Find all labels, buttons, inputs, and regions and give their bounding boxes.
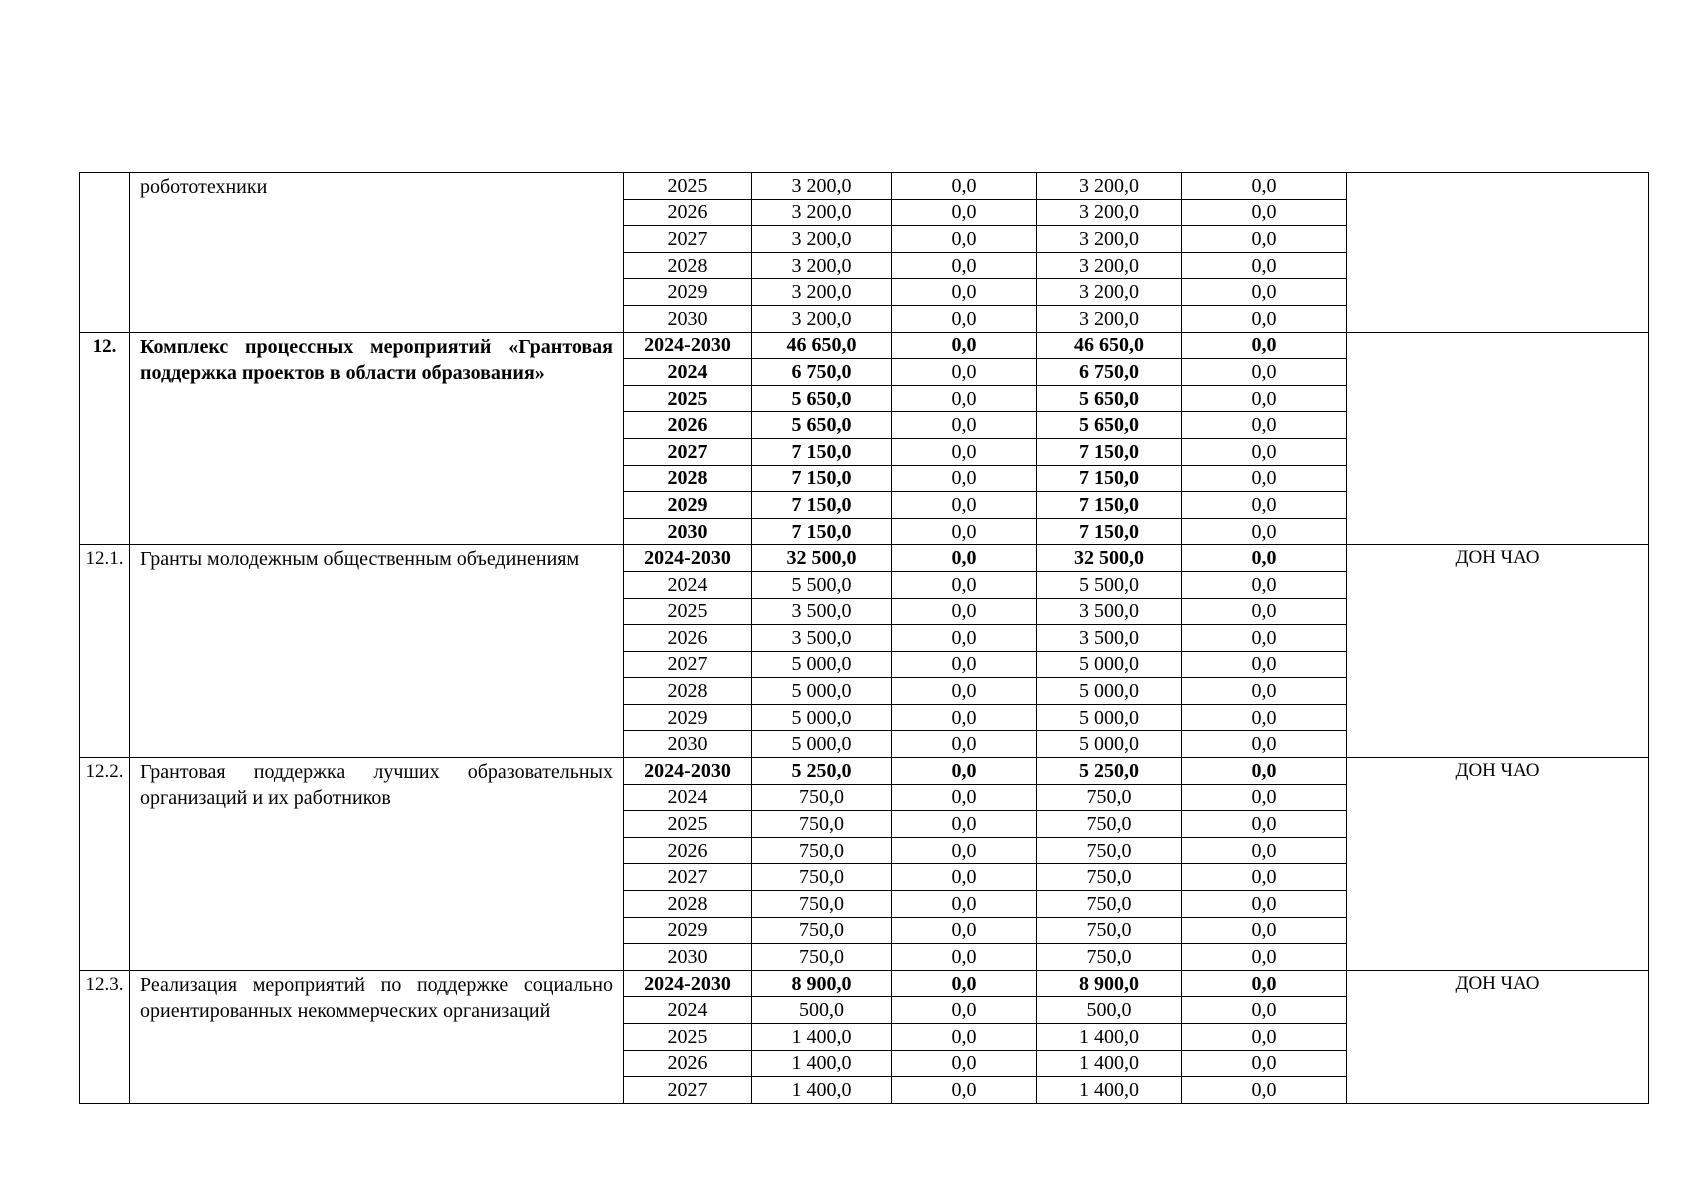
source-3-cell: 3 200,0	[1037, 173, 1182, 200]
period-cell: 2025	[624, 598, 752, 625]
period-cell: 2027	[624, 226, 752, 253]
source-4-cell: 0,0	[1182, 917, 1347, 944]
period-cell: 2028	[624, 465, 752, 492]
source-2-cell: 0,0	[892, 758, 1037, 785]
source-3-cell: 3 200,0	[1037, 305, 1182, 332]
total-amount-cell: 3 500,0	[752, 625, 892, 652]
total-amount-cell: 5 000,0	[752, 651, 892, 678]
source-3-cell: 750,0	[1037, 944, 1182, 971]
source-2-cell: 0,0	[892, 651, 1037, 678]
source-4-cell: 0,0	[1182, 279, 1347, 306]
total-amount-cell: 750,0	[752, 944, 892, 971]
source-3-cell: 3 200,0	[1037, 252, 1182, 279]
item-number-cell	[80, 173, 130, 333]
source-3-cell: 8 900,0	[1037, 970, 1182, 997]
total-amount-cell: 1 400,0	[752, 1024, 892, 1051]
item-name-cell: робототехники	[130, 173, 624, 333]
total-amount-cell: 3 200,0	[752, 199, 892, 226]
source-2-cell: 0,0	[892, 891, 1037, 918]
table-row	[80, 545, 1649, 572]
source-4-cell: 0,0	[1182, 438, 1347, 465]
total-amount-cell: 5 000,0	[752, 678, 892, 705]
source-3-cell: 5 650,0	[1037, 385, 1182, 412]
source-2-cell: 0,0	[892, 1077, 1037, 1104]
total-amount-cell: 32 500,0	[752, 545, 892, 572]
total-amount-cell: 8 900,0	[752, 970, 892, 997]
item-number-cell: 12.1.	[80, 545, 130, 758]
source-4-cell: 0,0	[1182, 731, 1347, 758]
source-2-cell: 0,0	[892, 332, 1037, 359]
source-2-cell: 0,0	[892, 837, 1037, 864]
source-4-cell: 0,0	[1182, 1077, 1347, 1104]
period-cell: 2027	[624, 438, 752, 465]
source-4-cell: 0,0	[1182, 385, 1347, 412]
source-4-cell: 0,0	[1182, 784, 1347, 811]
source-4-cell: 0,0	[1182, 545, 1347, 572]
source-4-cell: 0,0	[1182, 997, 1347, 1024]
table-row	[80, 970, 1649, 997]
item-number-cell: 12.2.	[80, 758, 130, 971]
period-cell: 2028	[624, 678, 752, 705]
source-2-cell: 0,0	[892, 731, 1037, 758]
source-4-cell: 0,0	[1182, 598, 1347, 625]
source-3-cell: 750,0	[1037, 837, 1182, 864]
table-row	[80, 758, 1649, 785]
source-4-cell: 0,0	[1182, 359, 1347, 386]
total-amount-cell: 3 200,0	[752, 305, 892, 332]
period-cell: 2024-2030	[624, 970, 752, 997]
source-3-cell: 6 750,0	[1037, 359, 1182, 386]
source-3-cell: 3 500,0	[1037, 625, 1182, 652]
total-amount-cell: 6 750,0	[752, 359, 892, 386]
source-3-cell: 3 500,0	[1037, 598, 1182, 625]
source-4-cell: 0,0	[1182, 1050, 1347, 1077]
source-3-cell: 7 150,0	[1037, 438, 1182, 465]
source-2-cell: 0,0	[892, 545, 1037, 572]
source-4-cell: 0,0	[1182, 492, 1347, 519]
source-3-cell: 5 250,0	[1037, 758, 1182, 785]
period-cell: 2025	[624, 811, 752, 838]
total-amount-cell: 7 150,0	[752, 438, 892, 465]
period-cell: 2030	[624, 944, 752, 971]
total-amount-cell: 3 200,0	[752, 226, 892, 253]
total-amount-cell: 46 650,0	[752, 332, 892, 359]
source-4-cell: 0,0	[1182, 252, 1347, 279]
total-amount-cell: 5 650,0	[752, 412, 892, 439]
total-amount-cell: 750,0	[752, 837, 892, 864]
source-3-cell: 750,0	[1037, 917, 1182, 944]
period-cell: 2024-2030	[624, 545, 752, 572]
source-4-cell: 0,0	[1182, 944, 1347, 971]
source-4-cell: 0,0	[1182, 173, 1347, 200]
source-3-cell: 46 650,0	[1037, 332, 1182, 359]
total-amount-cell: 5 500,0	[752, 571, 892, 598]
period-cell: 2026	[624, 625, 752, 652]
total-amount-cell: 750,0	[752, 784, 892, 811]
period-cell: 2029	[624, 492, 752, 519]
source-4-cell: 0,0	[1182, 811, 1347, 838]
source-2-cell: 0,0	[892, 252, 1037, 279]
source-2-cell: 0,0	[892, 279, 1037, 306]
period-cell: 2024	[624, 784, 752, 811]
source-2-cell: 0,0	[892, 1050, 1037, 1077]
total-amount-cell: 5 250,0	[752, 758, 892, 785]
source-3-cell: 3 200,0	[1037, 226, 1182, 253]
period-cell: 2030	[624, 518, 752, 545]
period-cell: 2024-2030	[624, 758, 752, 785]
period-cell: 2025	[624, 1024, 752, 1051]
total-amount-cell: 7 150,0	[752, 465, 892, 492]
period-cell: 2027	[624, 864, 752, 891]
table-row	[80, 173, 1649, 200]
source-2-cell: 0,0	[892, 518, 1037, 545]
source-4-cell: 0,0	[1182, 1024, 1347, 1051]
source-3-cell: 5 500,0	[1037, 571, 1182, 598]
period-cell: 2026	[624, 1050, 752, 1077]
total-amount-cell: 750,0	[752, 811, 892, 838]
source-3-cell: 1 400,0	[1037, 1050, 1182, 1077]
period-cell: 2026	[624, 837, 752, 864]
period-cell: 2029	[624, 279, 752, 306]
period-cell: 2030	[624, 731, 752, 758]
source-2-cell: 0,0	[892, 917, 1037, 944]
source-3-cell: 32 500,0	[1037, 545, 1182, 572]
source-2-cell: 0,0	[892, 571, 1037, 598]
table-body	[80, 173, 1649, 1104]
source-3-cell: 750,0	[1037, 891, 1182, 918]
source-4-cell: 0,0	[1182, 571, 1347, 598]
total-amount-cell: 5 000,0	[752, 704, 892, 731]
period-cell: 2024	[624, 359, 752, 386]
total-amount-cell: 3 200,0	[752, 173, 892, 200]
source-3-cell: 5 000,0	[1037, 678, 1182, 705]
total-amount-cell: 750,0	[752, 891, 892, 918]
period-cell: 2024	[624, 997, 752, 1024]
source-2-cell: 0,0	[892, 305, 1037, 332]
source-2-cell: 0,0	[892, 704, 1037, 731]
source-3-cell: 3 200,0	[1037, 199, 1182, 226]
source-2-cell: 0,0	[892, 359, 1037, 386]
source-2-cell: 0,0	[892, 492, 1037, 519]
source-4-cell: 0,0	[1182, 704, 1347, 731]
source-3-cell: 500,0	[1037, 997, 1182, 1024]
period-cell: 2024	[624, 571, 752, 598]
program-funding-table	[79, 172, 1649, 1104]
total-amount-cell: 3 500,0	[752, 598, 892, 625]
source-4-cell: 0,0	[1182, 226, 1347, 253]
source-4-cell: 0,0	[1182, 518, 1347, 545]
source-3-cell: 750,0	[1037, 864, 1182, 891]
total-amount-cell: 7 150,0	[752, 518, 892, 545]
responsible-executor-cell	[1347, 332, 1649, 545]
source-3-cell: 7 150,0	[1037, 465, 1182, 492]
period-cell: 2028	[624, 252, 752, 279]
period-cell: 2029	[624, 917, 752, 944]
responsible-executor-cell: ДОН ЧАО	[1347, 970, 1649, 1103]
source-4-cell: 0,0	[1182, 625, 1347, 652]
source-2-cell: 0,0	[892, 784, 1037, 811]
source-4-cell: 0,0	[1182, 758, 1347, 785]
item-number-cell: 12.	[80, 332, 130, 545]
source-4-cell: 0,0	[1182, 412, 1347, 439]
period-cell: 2029	[624, 704, 752, 731]
source-3-cell: 5 000,0	[1037, 704, 1182, 731]
responsible-executor-cell: ДОН ЧАО	[1347, 758, 1649, 971]
source-4-cell: 0,0	[1182, 891, 1347, 918]
source-2-cell: 0,0	[892, 412, 1037, 439]
source-3-cell: 1 400,0	[1037, 1024, 1182, 1051]
total-amount-cell: 500,0	[752, 997, 892, 1024]
item-name-cell: Реализация мероприятий по поддержке социально ориентированных некоммерческих организаций	[130, 970, 624, 1103]
source-4-cell: 0,0	[1182, 651, 1347, 678]
period-cell: 2028	[624, 891, 752, 918]
source-3-cell: 1 400,0	[1037, 1077, 1182, 1104]
period-cell: 2026	[624, 412, 752, 439]
source-3-cell: 750,0	[1037, 811, 1182, 838]
total-amount-cell: 3 200,0	[752, 252, 892, 279]
item-name-cell: Грантовая поддержка лучших образовательных организаций и их работников	[130, 758, 624, 971]
source-2-cell: 0,0	[892, 173, 1037, 200]
item-name-cell: Гранты молодежным общественным объединениям	[130, 545, 624, 758]
period-cell: 2030	[624, 305, 752, 332]
total-amount-cell: 1 400,0	[752, 1050, 892, 1077]
source-2-cell: 0,0	[892, 465, 1037, 492]
source-2-cell: 0,0	[892, 625, 1037, 652]
source-3-cell: 7 150,0	[1037, 518, 1182, 545]
source-2-cell: 0,0	[892, 678, 1037, 705]
source-4-cell: 0,0	[1182, 465, 1347, 492]
source-3-cell: 3 200,0	[1037, 279, 1182, 306]
total-amount-cell: 750,0	[752, 864, 892, 891]
source-4-cell: 0,0	[1182, 864, 1347, 891]
source-2-cell: 0,0	[892, 811, 1037, 838]
total-amount-cell: 1 400,0	[752, 1077, 892, 1104]
source-4-cell: 0,0	[1182, 332, 1347, 359]
total-amount-cell: 7 150,0	[752, 492, 892, 519]
total-amount-cell: 750,0	[752, 917, 892, 944]
source-3-cell: 5 000,0	[1037, 731, 1182, 758]
source-4-cell: 0,0	[1182, 837, 1347, 864]
period-cell: 2026	[624, 199, 752, 226]
source-2-cell: 0,0	[892, 598, 1037, 625]
source-4-cell: 0,0	[1182, 970, 1347, 997]
period-cell: 2025	[624, 173, 752, 200]
table-row	[80, 332, 1649, 359]
period-cell: 2024-2030	[624, 332, 752, 359]
source-2-cell: 0,0	[892, 199, 1037, 226]
item-number-cell: 12.3.	[80, 970, 130, 1103]
source-4-cell: 0,0	[1182, 305, 1347, 332]
source-4-cell: 0,0	[1182, 199, 1347, 226]
total-amount-cell: 5 000,0	[752, 731, 892, 758]
source-2-cell: 0,0	[892, 997, 1037, 1024]
source-2-cell: 0,0	[892, 1024, 1037, 1051]
source-2-cell: 0,0	[892, 970, 1037, 997]
source-2-cell: 0,0	[892, 944, 1037, 971]
period-cell: 2027	[624, 1077, 752, 1104]
source-2-cell: 0,0	[892, 385, 1037, 412]
source-4-cell: 0,0	[1182, 678, 1347, 705]
source-3-cell: 7 150,0	[1037, 492, 1182, 519]
total-amount-cell: 3 200,0	[752, 279, 892, 306]
source-3-cell: 750,0	[1037, 784, 1182, 811]
source-3-cell: 5 000,0	[1037, 651, 1182, 678]
source-2-cell: 0,0	[892, 438, 1037, 465]
total-amount-cell: 5 650,0	[752, 385, 892, 412]
responsible-executor-cell: ДОН ЧАО	[1347, 545, 1649, 758]
item-name-cell: Комплекс процессных мероприятий «Грантовая поддержка проектов в области образования»	[130, 332, 624, 545]
period-cell: 2025	[624, 385, 752, 412]
source-2-cell: 0,0	[892, 226, 1037, 253]
source-3-cell: 5 650,0	[1037, 412, 1182, 439]
source-2-cell: 0,0	[892, 864, 1037, 891]
period-cell: 2027	[624, 651, 752, 678]
responsible-executor-cell	[1347, 173, 1649, 333]
